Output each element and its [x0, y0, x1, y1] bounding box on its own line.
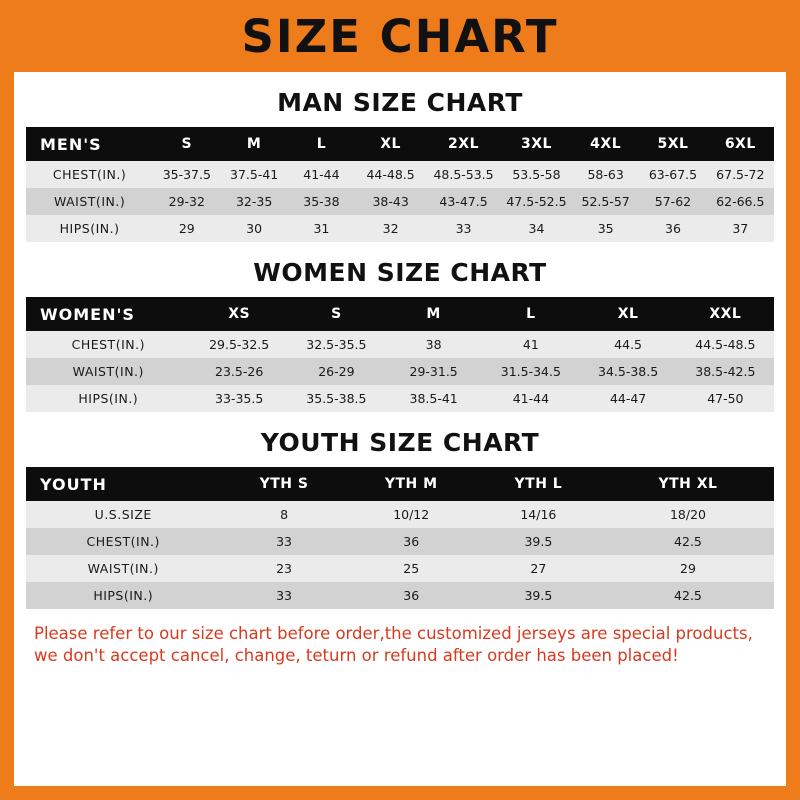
table-cell: 67.5-72	[707, 161, 774, 188]
table-row	[26, 161, 774, 188]
table-cell: 63-67.5	[639, 161, 706, 188]
table-cell: 30	[220, 215, 287, 242]
content	[14, 88, 786, 668]
section-title-youth: YOUTH SIZE CHART	[260, 428, 540, 457]
column-header: S	[288, 297, 385, 331]
table-cell: 31	[288, 215, 355, 242]
bottom-accent-bar	[14, 786, 786, 800]
column-header: S	[153, 127, 220, 161]
section-men	[26, 88, 774, 242]
table-cell: 29-32	[153, 188, 220, 215]
column-header: M	[385, 297, 482, 331]
row-label: WAIST(IN.)	[26, 188, 153, 215]
table-cell: 23.5-26	[191, 358, 288, 385]
table-cell: 38.5-42.5	[677, 358, 774, 385]
table-cell: 35	[572, 215, 639, 242]
table-cell: 44.5	[579, 331, 676, 358]
row-label: WAIST(IN.)	[26, 555, 220, 582]
page-title: SIZE CHART	[241, 9, 559, 63]
table-cell: 52.5-57	[572, 188, 639, 215]
banner	[0, 0, 800, 72]
table-header-row	[26, 467, 774, 501]
men-size-table	[26, 127, 774, 242]
table-cell: 33-35.5	[191, 385, 288, 412]
table-cell: 10/12	[348, 501, 475, 528]
column-header: M	[220, 127, 287, 161]
women-size-table	[26, 297, 774, 412]
table-cell: 33	[220, 582, 347, 609]
table-cell: 32-35	[220, 188, 287, 215]
table-cell: 29	[602, 555, 774, 582]
column-header: 6XL	[707, 127, 774, 161]
table-cell: 42.5	[602, 528, 774, 555]
table-cell: 29-31.5	[385, 358, 482, 385]
table-row	[26, 385, 774, 412]
table-cell: 29	[153, 215, 220, 242]
column-header: YTH L	[475, 467, 602, 501]
row-label: CHEST(IN.)	[26, 528, 220, 555]
column-header: XL	[355, 127, 426, 161]
column-header: YTH M	[348, 467, 475, 501]
table-cell: 44-47	[579, 385, 676, 412]
table-cell: 62-66.5	[707, 188, 774, 215]
column-header: WOMEN'S	[26, 297, 191, 331]
table-cell: 29.5-32.5	[191, 331, 288, 358]
table-cell: 35-37.5	[153, 161, 220, 188]
table-cell: 37	[707, 215, 774, 242]
table-cell: 38-43	[355, 188, 426, 215]
table-cell: 41-44	[482, 385, 579, 412]
column-header: 4XL	[572, 127, 639, 161]
table-cell: 36	[639, 215, 706, 242]
column-header: XS	[191, 297, 288, 331]
section-title-men: MAN SIZE CHART	[277, 88, 523, 117]
table-cell: 34.5-38.5	[579, 358, 676, 385]
column-header: YTH XL	[602, 467, 774, 501]
row-label: CHEST(IN.)	[26, 161, 153, 188]
section-women	[26, 258, 774, 412]
table-cell: 36	[348, 582, 475, 609]
table-header-row	[26, 127, 774, 161]
note-line-1: Please refer to our size chart before order,the customized jerseys are special products,	[34, 624, 753, 643]
youth-size-table	[26, 467, 774, 609]
table-cell: 39.5	[475, 528, 602, 555]
table-cell: 44.5-48.5	[677, 331, 774, 358]
table-cell: 33	[426, 215, 501, 242]
table-cell: 32	[355, 215, 426, 242]
column-header: MEN'S	[26, 127, 153, 161]
table-cell: 58-63	[572, 161, 639, 188]
column-header: L	[288, 127, 355, 161]
column-header: YOUTH	[26, 467, 220, 501]
table-cell: 43-47.5	[426, 188, 501, 215]
table-header-row	[26, 297, 774, 331]
table-cell: 41	[482, 331, 579, 358]
table-cell: 57-62	[639, 188, 706, 215]
table-row	[26, 582, 774, 609]
table-row	[26, 215, 774, 242]
row-label: CHEST(IN.)	[26, 331, 191, 358]
table-cell: 8	[220, 501, 347, 528]
section-youth	[26, 428, 774, 609]
table-cell: 48.5-53.5	[426, 161, 501, 188]
table-cell: 36	[348, 528, 475, 555]
table-row	[26, 358, 774, 385]
table-cell: 25	[348, 555, 475, 582]
table-row	[26, 528, 774, 555]
order-policy-note	[34, 623, 766, 668]
table-row	[26, 188, 774, 215]
row-label: WAIST(IN.)	[26, 358, 191, 385]
table-cell: 31.5-34.5	[482, 358, 579, 385]
section-title-women: WOMEN SIZE CHART	[253, 258, 547, 287]
row-label: HIPS(IN.)	[26, 582, 220, 609]
column-header: 3XL	[501, 127, 572, 161]
table-cell: 44-48.5	[355, 161, 426, 188]
table-cell: 41-44	[288, 161, 355, 188]
row-label: HIPS(IN.)	[26, 215, 153, 242]
table-row	[26, 555, 774, 582]
table-cell: 26-29	[288, 358, 385, 385]
table-row	[26, 331, 774, 358]
table-cell: 35.5-38.5	[288, 385, 385, 412]
table-cell: 53.5-58	[501, 161, 572, 188]
table-cell: 47.5-52.5	[501, 188, 572, 215]
table-cell: 39.5	[475, 582, 602, 609]
table-cell: 35-38	[288, 188, 355, 215]
row-label: HIPS(IN.)	[26, 385, 191, 412]
table-cell: 42.5	[602, 582, 774, 609]
column-header: 5XL	[639, 127, 706, 161]
column-header: XL	[579, 297, 676, 331]
note-line-2: we don't accept cancel, change, teturn or refund after order has been placed!	[34, 646, 679, 666]
row-label: U.S.SIZE	[26, 501, 220, 528]
table-cell: 32.5-35.5	[288, 331, 385, 358]
table-cell: 34	[501, 215, 572, 242]
column-header: XXL	[677, 297, 774, 331]
table-cell: 23	[220, 555, 347, 582]
table-cell: 38	[385, 331, 482, 358]
table-cell: 38.5-41	[385, 385, 482, 412]
table-cell: 47-50	[677, 385, 774, 412]
table-row	[26, 501, 774, 528]
table-cell: 14/16	[475, 501, 602, 528]
column-header: YTH S	[220, 467, 347, 501]
column-header: L	[482, 297, 579, 331]
table-cell: 18/20	[602, 501, 774, 528]
table-cell: 33	[220, 528, 347, 555]
table-cell: 37.5-41	[220, 161, 287, 188]
table-cell: 27	[475, 555, 602, 582]
column-header: 2XL	[426, 127, 501, 161]
